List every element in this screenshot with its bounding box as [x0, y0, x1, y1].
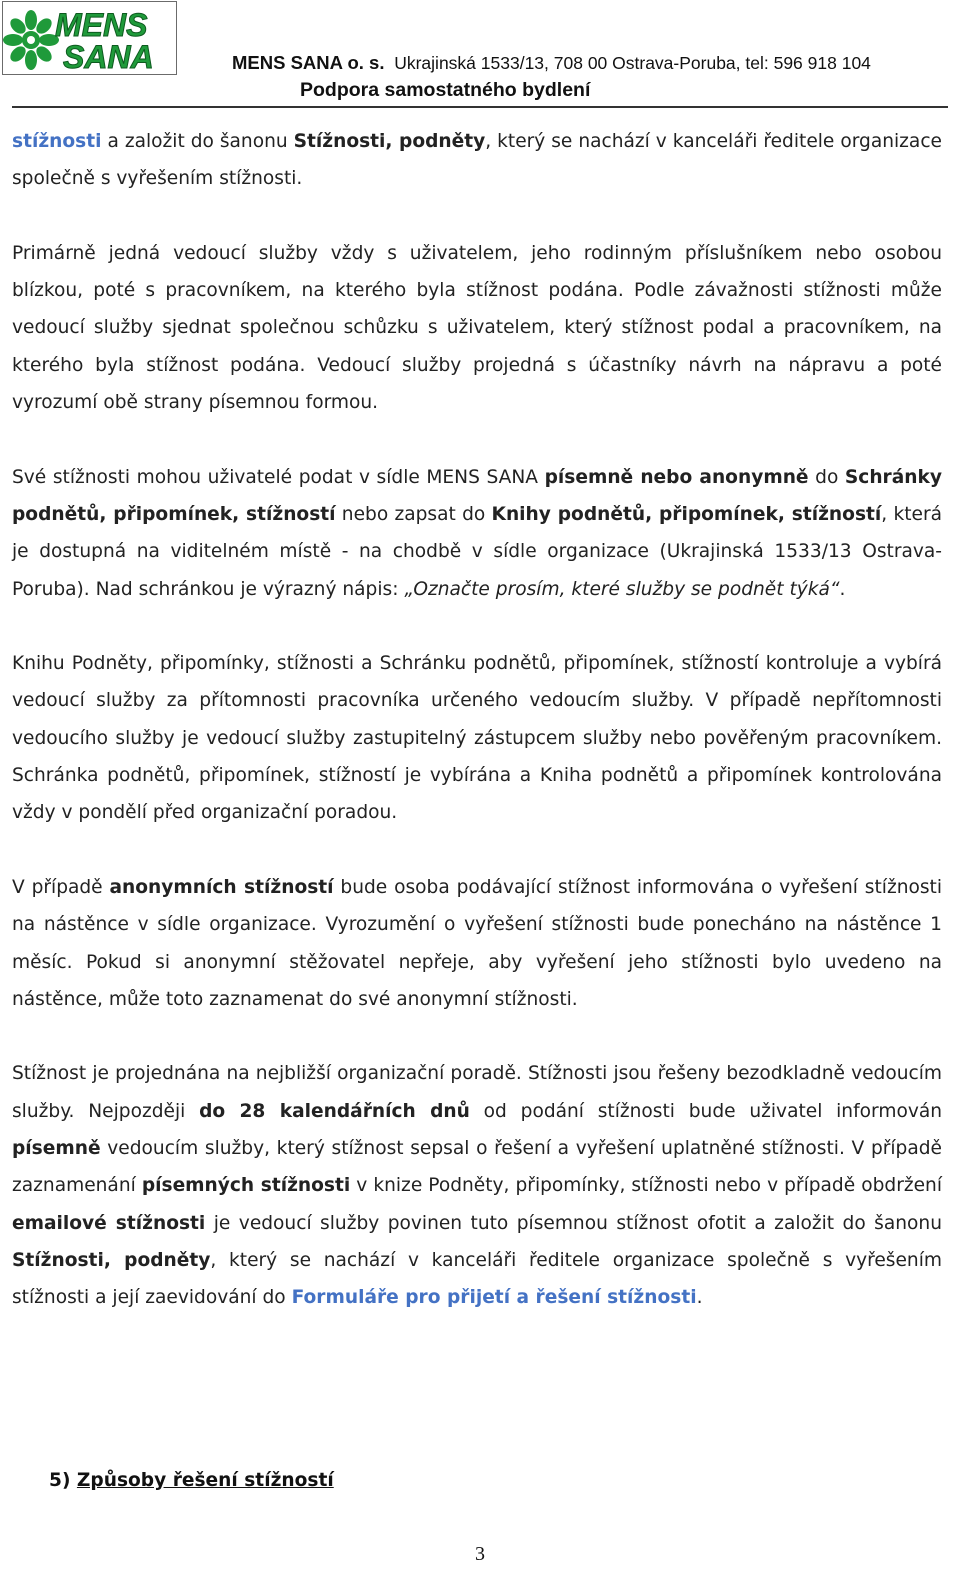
bold-run: písemně nebo anonymně	[544, 466, 809, 488]
paragraph-1	[12, 123, 942, 198]
organization-address: Ukrajinská 1533/13, 708 00 Ostrava-Poruba, tel: 596 918 104	[394, 53, 871, 73]
bold-run: Schránky podnětů, připomínek, stížností	[12, 466, 942, 525]
page-number: 3	[475, 1543, 485, 1565]
text-run: .	[696, 1287, 703, 1309]
text-run: , která je dostupná na viditelném místě - na chodbě v sídle organizace (Ukrajinská 1533/13 Ostrava-Poruba). Nad schránkou je výrazný nápis:	[12, 503, 942, 600]
paragraph-6	[12, 1055, 942, 1316]
text-run: , který se nachází v kanceláři ředitele organizace společně s vyřešením stížnosti a její zaevidování do	[12, 1249, 942, 1309]
text-run: do	[808, 466, 845, 488]
text-run: .	[839, 578, 846, 600]
bold-run: Knihy podnětů, připomínek, stížností	[491, 503, 882, 525]
bold-run: písemně	[12, 1138, 101, 1160]
text-run: , který se nachází v kanceláři ředitele organizace společně s vyřešením stížnosti.	[12, 131, 942, 190]
organization-name: MENS SANA o. s.	[232, 52, 385, 73]
header-subtitle: Podpora samostatného bydlení	[300, 79, 591, 101]
section-title: Způsoby řešení stížností	[76, 1470, 334, 1491]
document-body	[12, 123, 942, 1354]
bold-run: Stížnosti, podněty	[293, 131, 486, 152]
logo-text-sana: SANA	[63, 39, 154, 74]
paragraph-2	[12, 235, 942, 421]
link-complaint-form-full[interactable]: Formuláře pro přijetí a řešení stížnosti	[291, 1287, 697, 1309]
section-number: 5)	[49, 1470, 71, 1491]
text-run: a založit do šanonu	[101, 131, 294, 152]
bold-run: emailové stížnosti	[12, 1212, 206, 1234]
text-run: vedoucím služby, který stížnost sepsal o řešení a vyřešení uplatněné stížnosti. V případě zaznamenání	[12, 1138, 942, 1197]
italic-run: „Označte prosím, které služby se podnět týká“	[404, 578, 840, 600]
paragraph-3	[12, 459, 942, 608]
text-run: Své stížnosti mohou uživatelé podat v sídle MENS SANA	[12, 466, 545, 488]
bold-run: anonymních stížností	[109, 876, 334, 898]
logo-text-mens: MENS	[55, 7, 148, 43]
paragraph-5	[12, 869, 942, 1018]
bold-run: písemných stížnosti	[141, 1175, 351, 1197]
bold-run: Stížnosti, podněty	[12, 1249, 211, 1271]
link-complaint-form[interactable]: stížnosti	[12, 131, 102, 152]
text-run: je vedoucí služby povinen tuto písemnou stížnost ofotit a založit do šanonu	[205, 1212, 942, 1234]
text-run: Knihu Podněty, připomínky, stížnosti a Schránku podnětů, připomínek, stížností kontroluje a vybírá vedoucí služby za přítomnosti pracovníka určeného vedoucím služby. V případě nepřítomnosti vedoucího služby je vedoucí služby zastupitelný zástupcem služby nebo pověřeným pracovníkem. Schránka podnětů, připomínek, stížností je vybírána a Kniha podnětů a připomínek kontrolována vždy v pondělí před organizační poradou.	[12, 653, 942, 824]
text-run: od podání stížnosti bude uživatel informován	[469, 1100, 943, 1122]
text-run: Primárně jedná vedoucí služby vždy s uživatelem, jeho rodinným příslušníkem nebo osobou blízkou, poté s pracovníkem, na kterého byla stížnost podána. Podle závažnosti stížnosti může vedoucí služby sjednat společnou schůzku s uživatelem, který stížnost podal a pracovníkem, na kterého byla stížnost podána. Vedoucí služby projedná s účastníky návrh na nápravu a poté vyrozumí obě strany písemnou formou.	[12, 242, 942, 414]
header-divider	[12, 106, 948, 108]
section-heading	[49, 1470, 334, 1491]
mens-sana-logo	[2, 1, 177, 75]
text-run: v knize Podněty, připomínky, stížnosti nebo v případě obdržení	[350, 1175, 942, 1197]
bold-run: do 28 kalendářních dnů	[199, 1100, 470, 1122]
logo-graphic	[3, 2, 176, 74]
text-run: bude osoba podávající stížnost informována o vyřešení stížnosti na nástěnce v sídle organizace. Vyrozumění o vyřešení stížnosti bude ponecháno na nástěnce 1 měsíc. Pokud si anonymní stěžovatel nepřeje, aby vyřešení jeho stížnosti bylo uvedeno na nástěnce, může toto zaznamenat do své anonymní stížnosti.	[12, 876, 943, 1010]
text-run: nebo zapsat do	[335, 503, 492, 525]
text-run: Stížnost je projednána na nejbližší organizační poradě. Stížnosti jsou řešeny bezodkladně vedoucím služby. Nejpozději	[12, 1063, 942, 1122]
paragraph-4	[12, 645, 942, 831]
header-contact-line	[232, 52, 947, 74]
text-run: V případě	[12, 876, 110, 898]
